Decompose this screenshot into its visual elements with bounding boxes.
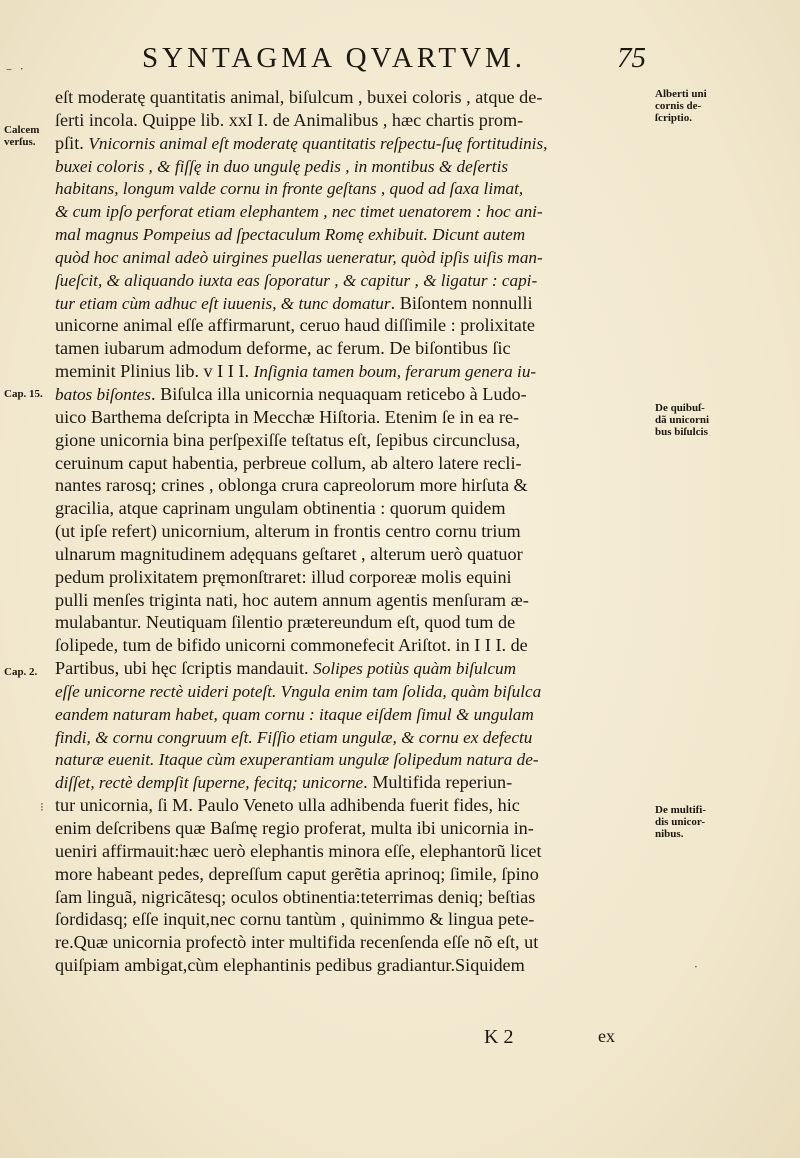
roman-segment: pſit. bbox=[55, 132, 89, 153]
text-line bbox=[55, 589, 650, 612]
margin-note-right-3 bbox=[655, 804, 735, 840]
text-line bbox=[55, 863, 650, 886]
italic-segment: findi, & cornu congruum eſt. Fiſſio etiam ungulæ, & cornu ex defectu bbox=[55, 727, 533, 747]
running-title: SYNTAGMA QVARTVM. bbox=[142, 42, 527, 74]
text-line bbox=[55, 246, 650, 269]
roman-segment: ſolipede, tum de bifido unicorni commonefecit Ariſtot. in I I I. de bbox=[55, 635, 528, 656]
text-line bbox=[55, 314, 650, 337]
text-line bbox=[55, 817, 650, 840]
margin-note-right-1 bbox=[655, 88, 735, 124]
roman-segment: . Biſontem nonnulli bbox=[390, 292, 533, 313]
italic-segment: tur etiam cùm adhuc eſt iuuenis, & tunc domatur bbox=[55, 293, 391, 313]
roman-segment: re.Quæ unicornia profectò inter multifida recenſenda eſſe nõ eſt, ut bbox=[55, 932, 539, 953]
text-line bbox=[55, 908, 650, 931]
roman-segment: unicorne animal eſſe affirmarunt, ceruo haud diſſimile : prolixitate bbox=[55, 315, 535, 336]
margin-note-line: dã unicorni bbox=[655, 414, 710, 426]
margin-note-left-1 bbox=[4, 124, 52, 148]
italic-segment: naturæ euenit. Itaque cùm exuperantiam ungulæ ſolipedum natura de- bbox=[55, 750, 539, 770]
roman-segment: ſerti incola. Quippe lib. xxI I. de Animalibus , hæc chartis prom- bbox=[55, 109, 524, 130]
roman-segment: ueniri affirmauit:hæc uerò elephantis minora eſſe, elephantorũ licet bbox=[55, 840, 542, 861]
text-line bbox=[55, 886, 650, 909]
roman-segment: gione unicornia bina perſpexiſſe teſtatus eſt, ſepibus circunclusa, bbox=[55, 429, 521, 450]
text-line bbox=[55, 520, 650, 543]
roman-segment: (ut ipſe refert) unicornium, alterum in frontis centro cornu trium bbox=[55, 521, 521, 542]
roman-segment: enim deſcribens quæ Baſmę regio proferat, multa ibi unicornia in- bbox=[55, 818, 534, 838]
margin-note-line: Calcem bbox=[4, 124, 40, 136]
roman-segment: nantes rarosq; crines , oblonga crura capreolorum more hirſuta & bbox=[55, 475, 528, 496]
text-line bbox=[55, 337, 650, 360]
text-line bbox=[55, 155, 650, 178]
roman-segment: pedum prolixitatem pręmonſtraret: illud corporeæ molis equini bbox=[55, 566, 512, 587]
margin-note-line: Alberti uni bbox=[655, 88, 707, 100]
italic-segment: mal magnus Pompeius ad ſpectaculum Romę exhibuit. Dicunt autem bbox=[55, 225, 526, 245]
roman-segment: quiſpiam ambigat,cùm elephantinis pedibus gradiantur.Siquidem bbox=[55, 955, 525, 976]
ink-fleck-mark: · bbox=[694, 960, 698, 974]
text-line bbox=[55, 383, 650, 406]
text-line bbox=[55, 474, 650, 497]
header-dash: – · bbox=[6, 62, 26, 76]
text-line bbox=[55, 269, 650, 292]
text-line bbox=[55, 680, 650, 703]
margin-note-left-2 bbox=[4, 388, 52, 400]
text-line bbox=[55, 292, 650, 315]
italic-segment: Vnicornis animal eſt moderatę quantitatis reſpectu-ſuę fortitudinis, bbox=[88, 133, 548, 153]
text-line bbox=[55, 132, 650, 155]
margin-note-line: De quibuſ- bbox=[655, 402, 705, 414]
roman-segment: eſt moderatę quantitatis animal, biſulcum , buxei coloris , atque de- bbox=[55, 87, 543, 107]
margin-note-line: De multifi- bbox=[655, 804, 707, 816]
text-line bbox=[55, 954, 650, 977]
italic-segment: eandem naturam habet, quam cornu : itaque eiſdem ſimul & ungulam bbox=[55, 704, 534, 724]
text-line bbox=[55, 611, 650, 634]
text-line bbox=[55, 543, 650, 566]
text-line bbox=[55, 748, 650, 771]
italic-segment: diſſet, rectè dempſit ſuperne, fecitq; unicorne bbox=[55, 773, 364, 793]
text-line bbox=[55, 566, 650, 589]
roman-segment: mulabantur. Neutiquam ſilentio prætereundum eſt, quod tum de bbox=[55, 612, 516, 633]
italic-segment: habitans, longum valde cornu in fronte geſtans , quod ad ſaxa limat, bbox=[55, 179, 524, 199]
roman-segment: gracilia, atque caprinam ungulam obtinentia : quorum quidem bbox=[55, 498, 506, 519]
roman-segment: tamen iubarum admodum deforme, ac ferum. De biſontibus ſic bbox=[55, 338, 511, 359]
main-text bbox=[55, 86, 650, 977]
roman-segment: ſam linguã, nigricãtesq; oculos obtinentia:teterrimas deniq; beſtias bbox=[55, 886, 536, 907]
roman-segment: . Biſulca illa unicornia nequaquam reticebo à Ludo- bbox=[150, 383, 527, 404]
margin-note-line: verſus. bbox=[4, 136, 36, 148]
text-line bbox=[55, 726, 650, 749]
margin-note-line: dis unicor- bbox=[655, 816, 706, 828]
text-line bbox=[55, 223, 650, 246]
text-line bbox=[55, 452, 650, 475]
italic-segment: & cum ipſo perforat etiam elephantem , nec timet uenatorem : hoc ani- bbox=[55, 202, 543, 222]
text-line bbox=[55, 109, 650, 132]
margin-note-line: bus biſulcis bbox=[655, 426, 708, 438]
margin-note-line: Cap. 15. bbox=[4, 388, 43, 400]
text-line bbox=[55, 406, 650, 429]
roman-segment: pulli menſes triginta nati, hoc autem annum agentis menſuram æ- bbox=[55, 589, 529, 610]
margin-note-line: ſcriptio. bbox=[655, 112, 692, 124]
roman-segment: ceruinum caput habentia, perbreue collum, ab altero latere recli- bbox=[55, 452, 522, 473]
italic-segment: ſueſcit, & aliquando iuxta eas ſoporatur , & capitur , & ligatur : capi- bbox=[55, 270, 538, 290]
roman-segment: . Multifida reperiun- bbox=[363, 772, 513, 793]
catchword: ex bbox=[598, 1026, 615, 1046]
text-line bbox=[55, 177, 650, 200]
italic-segment: Inſignia tamen boum, ferarum genera iu- bbox=[253, 362, 537, 382]
text-line bbox=[55, 794, 650, 817]
italic-segment: eſſe unicorne rectè uideri poteſt. Vngula enim tam ſolida, quàm biſulca bbox=[55, 681, 542, 701]
page-header bbox=[0, 38, 800, 78]
italic-segment: batos biſontes bbox=[55, 384, 151, 404]
ink-fleck-mark: ⁝ bbox=[40, 800, 44, 814]
roman-segment: Partibus, ubi hęc ſcriptis mandauit. bbox=[55, 658, 314, 679]
page-footer bbox=[0, 1026, 800, 1050]
roman-segment: tur unicornia, ſi M. Paulo Veneto ulla adhibenda fuerit fides, hic bbox=[55, 795, 520, 816]
roman-segment: ſordidasq; eſſe inquit,nec cornu tantùm , quinimmo & lingua pete- bbox=[55, 909, 535, 930]
text-line bbox=[55, 200, 650, 223]
margin-note-line: nibus. bbox=[655, 828, 684, 840]
text-line bbox=[55, 840, 650, 863]
text-line bbox=[55, 931, 650, 954]
margin-note-left-3 bbox=[4, 666, 52, 678]
text-line bbox=[55, 429, 650, 452]
text-line bbox=[55, 497, 650, 520]
roman-segment: ulnarum magnitudinem adęquans geſtaret , alterum uerò quatuor bbox=[55, 543, 523, 564]
italic-segment: Solipes potiùs quàm biſulcum bbox=[313, 659, 517, 679]
margin-note-right-2 bbox=[655, 402, 735, 438]
text-line bbox=[55, 657, 650, 680]
text-line bbox=[55, 360, 650, 383]
italic-segment: buxei coloris , & fiſſę in duo ungulę pedis , in montibus & deſertis bbox=[55, 156, 509, 176]
italic-segment: quòd hoc animal adeò uirgines puellas ueneratur, quòd ipſis uiſis man- bbox=[55, 247, 543, 267]
margin-note-line: cornis de- bbox=[655, 100, 702, 112]
signature-mark: K 2 bbox=[484, 1026, 514, 1048]
page-number: 75 bbox=[617, 42, 646, 74]
roman-segment: meminit Plinius lib. v I I I. bbox=[55, 361, 254, 382]
margin-note-line: Cap. 2. bbox=[4, 666, 38, 678]
text-line bbox=[55, 634, 650, 657]
text-line bbox=[55, 703, 650, 726]
text-line bbox=[55, 86, 650, 109]
roman-segment: more habeant pedes, depreſſum caput gerẽtia aprinoq; ſimile, ſpino bbox=[55, 863, 539, 884]
roman-segment: uico Barthema deſcripta in Mecchæ Hiſtoria. Etenim ſe in ea re- bbox=[55, 406, 520, 427]
text-line bbox=[55, 771, 650, 794]
